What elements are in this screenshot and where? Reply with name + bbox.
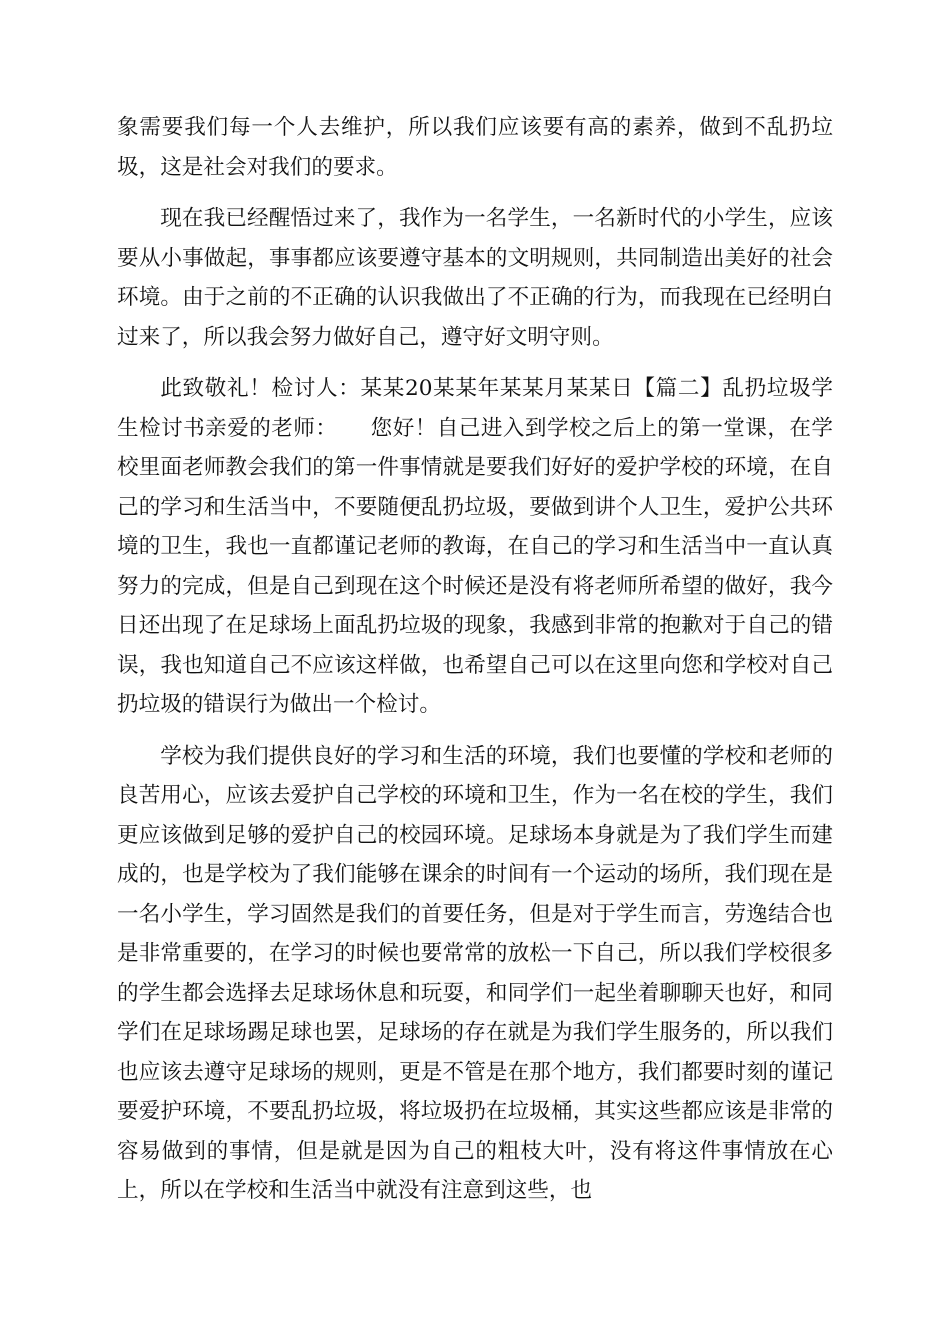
document-body (117, 108, 833, 1211)
paragraph-closing-and-second-letter: 此致敬礼！检讨人：某某20某某年某某月某某日【篇二】乱扔垃圾学生检讨书亲爱的老师： 您好！自己进入到学校之后上的第一堂课，在学校里面老师教会我们的第一件事情就是要我们好好的爱护学校的环境，在自己的学习和生活当中，不要随便乱扔垃圾，要做到讲个人卫生，爱护公共环境的卫生，我也一直都谨记老师的教诲，在自己的学习和生活当中一直认真努力的完成，但是自己到现在这个时候还是没有将老师所希望的做好，我今日还出现了在足球场上面乱扔垃圾的现象，我感到非常的抱歉对于自己的错误，我也知道自己不应该这样做，也希望自己可以在这里向您和学校对自己扔垃圾的错误行为做出一个检讨。 (117, 376, 833, 717)
paragraph-school-environment: 学校为我们提供良好的学习和生活的环境，我们也要懂的学校和老师的良苦用心，应该去爱护自己学校的环境和卫生，作为一名在校的学生，我们更应该做到足够的爱护自己的校园环境。足球场本身就是为了我们学生而建成的，也是学校为了我们能够在课余的时间有一个运动的场所，我们现在是一名小学生，学习固然是我们的首要任务，但是对于学生而言，劳逸结合也是非常重要的，在学习的时候也要常常的放松一下自己，所以我们学校很多的学生都会选择去足球场休息和玩耍，和同学们一起坐着聊聊天也好，和同学们在足球场踢足球也罢，足球场的存在就是为我们学生服务的，所以我们也应该去遵守足球场的规则，更是不管是在那个地方，我们都要时刻的谨记要爱护环境，不要乱扔垃圾，将垃圾扔在垃圾桶，其实这些都应该是非常的容易做到的事情，但是就是因为自己的粗枝大叶，没有将这件事情放在心上，所以在学校和生活当中就没有注意到这些，也 (117, 743, 833, 1203)
paragraph-continuation: 象需要我们每一个人去维护，所以我们应该要有高的素养，做到不乱扔垃圾，这是社会对我们的要求。 (117, 115, 833, 180)
paragraph-awakening: 现在我已经醒悟过来了，我作为一名学生，一名新时代的小学生，应该要从小事做起，事事都应该要遵守基本的文明规则，共同制造出美好的社会环境。由于之前的不正确的认识我做出了不正确的行为，而我现在已经明白过来了，所以我会努力做好自己，遵守好文明守则。 (117, 206, 833, 350)
